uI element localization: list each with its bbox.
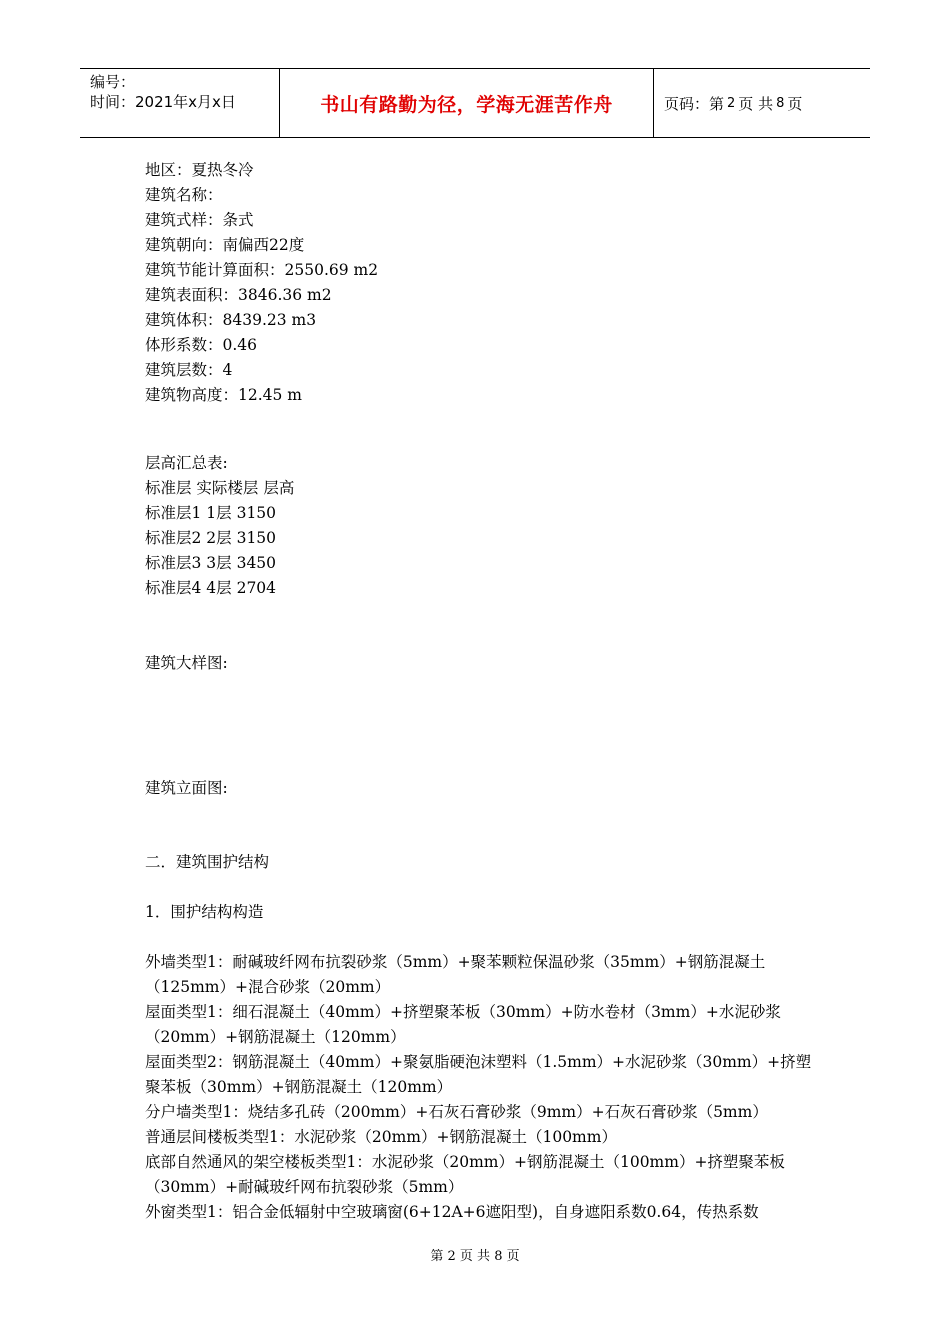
envelope-exterior-window: 外窗类型1：铝合金低辐射中空玻璃窗(6+12A+6遮阳型)，自身遮阳系数0.64，传热系数 <box>145 1203 759 1221</box>
code-label: 编号： <box>90 73 136 91</box>
info-volume: 建筑体积：8439.23 m3 <box>145 311 317 329</box>
info-surface-area: 建筑表面积：3846.36 m2 <box>145 286 332 304</box>
time-label: 时间：2021年x月x日 <box>90 93 236 111</box>
floor-table-row: 标准层2 2层 3150 <box>145 529 277 547</box>
page-prefix: 页码：第 <box>664 94 725 113</box>
page-footer: 第 2 页 共 8 页 <box>430 1249 520 1264</box>
envelope-overhead-slab: 底部自然通风的架空楼板类型1：水泥砂浆（20mm）+钢筋混凝土（100mm）+挤塑聚苯板（30mm）+耐碱玻纤网布抗裂砂浆（5mm） <box>145 1153 785 1196</box>
info-orientation: 建筑朝向：南偏西22度 <box>145 236 305 254</box>
header-page-number <box>654 69 870 137</box>
envelope-party-wall: 分户墙类型1：烧结多孔砖（200mm）+石灰石膏砂浆（9mm）+石灰石膏砂浆（5mm） <box>145 1103 768 1121</box>
info-height: 建筑物高度：12.45 m <box>145 386 302 404</box>
document-body <box>145 158 815 1225</box>
envelope-roof-2: 屋面类型2：钢筋混凝土（40mm）+聚氨脂硬泡沫塑料（1.5mm）+水泥砂浆（30mm）+挤塑聚苯板（30mm）+钢筋混凝土（120mm） <box>145 1053 812 1096</box>
floor-table-row: 标准层4 4层 2704 <box>145 579 277 597</box>
info-floor-count: 建筑层数：4 <box>145 361 233 379</box>
envelope-exterior-wall: 外墙类型1：耐碱玻纤网布抗裂砂浆（5mm）+聚苯颗粒保温砂浆（35mm）+钢筋混凝土（125mm）+混合砂浆（20mm） <box>145 953 766 996</box>
info-building-style: 建筑式样：条式 <box>145 211 254 229</box>
info-region: 地区：夏热冬冷 <box>145 161 254 179</box>
page-current: 2 <box>727 95 736 111</box>
detail-drawing-label: 建筑大样图: <box>145 654 228 672</box>
page-mid: 页 共 <box>738 94 774 113</box>
section-2-subtitle: 1．围护结构构造 <box>145 903 264 921</box>
floor-table-title: 层高汇总表: <box>145 454 228 472</box>
header-motto: 书山有路勤为径，学海无涯苦作舟 <box>280 69 654 137</box>
elevation-label: 建筑立面图: <box>145 779 228 797</box>
info-energy-area: 建筑节能计算面积：2550.69 m2 <box>145 261 379 279</box>
header-meta-cell <box>80 69 280 137</box>
envelope-floor-slab: 普通层间楼板类型1：水泥砂浆（20mm）+钢筋混凝土（100mm） <box>145 1128 617 1146</box>
info-shape-coefficient: 体形系数：0.46 <box>145 336 258 354</box>
section-2-title: 二．建筑围护结构 <box>145 853 270 871</box>
page-total: 8 <box>776 95 785 111</box>
envelope-roof-1: 屋面类型1：细石混凝土（40mm）+挤塑聚苯板（30mm）+防水卷材（3mm）+水泥砂浆（20mm）+钢筋混凝土（120mm） <box>145 1003 781 1046</box>
info-building-name: 建筑名称： <box>145 186 223 204</box>
page-header-table <box>80 68 870 138</box>
floor-table-row: 标准层1 1层 3150 <box>145 504 277 522</box>
floor-table-header: 标准层 实际楼层 层高 <box>145 479 295 497</box>
page-suffix: 页 <box>787 94 803 113</box>
floor-table-row: 标准层3 3层 3450 <box>145 554 277 572</box>
